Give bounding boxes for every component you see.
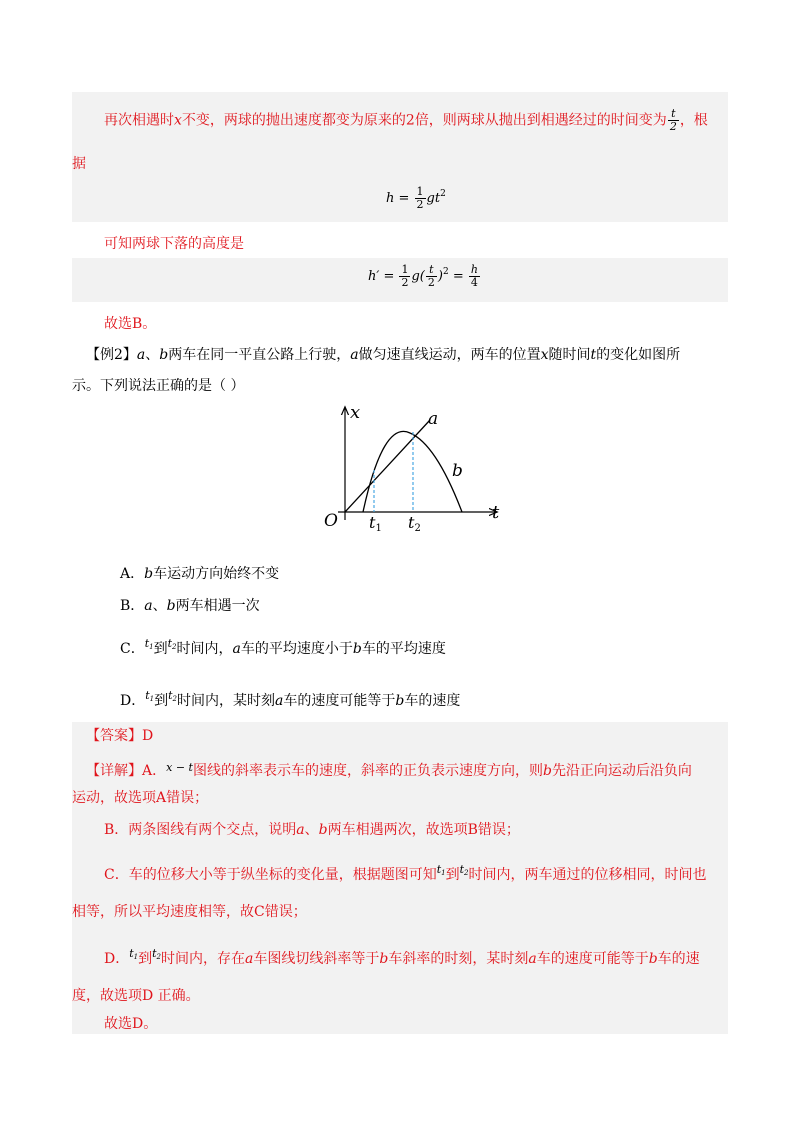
detail-line-d1: D．t1到t2时间内，存在a车图线切线斜率等于b车斜率的时刻，某时刻a车的速度可能等于b车的速 bbox=[104, 947, 700, 967]
y-axis-label: x bbox=[350, 402, 361, 423]
origin-label: O bbox=[324, 511, 338, 531]
t2-label: t2 bbox=[408, 513, 421, 534]
xt-graph bbox=[318, 400, 518, 540]
b-label: b bbox=[452, 461, 463, 481]
detail-line-a2: 运动，故选项A错误； bbox=[72, 790, 209, 806]
answer-label: 【答案】D bbox=[86, 728, 154, 744]
solution-line-1: 再次相遇时x不变，两球的抛出速度都变为原来的2倍，则两球从抛出到相遇经过的时间变为 $\frac{t}{2}$ ，根 bbox=[104, 107, 708, 133]
detail-line-c2: 相等，所以平均速度相等，故C错误； bbox=[72, 904, 307, 920]
t1-label: t1 bbox=[369, 513, 382, 534]
option-b[interactable]: B．a、b两车相遇一次 bbox=[120, 598, 260, 614]
detail-line-d2: 度，故选项D 正确。 bbox=[72, 988, 200, 1004]
detail-line-b: B．两条图线有两个交点，说明a、b两车相遇两次，故选项B错误； bbox=[104, 822, 520, 838]
choose-b-text: 故选B。 bbox=[104, 316, 157, 332]
x-axis-label: t bbox=[492, 502, 500, 523]
option-a[interactable]: A．b车运动方向始终不变 bbox=[120, 566, 280, 582]
fraction-t-over-2: $\frac{t}{2}$ bbox=[669, 107, 677, 133]
option-d[interactable]: D．t1到t2时间内，某时刻a车的速度可能等于b车的速度 bbox=[120, 689, 461, 709]
example-line-1: 【例2】a、b两车在同一平直公路上行驶，a做匀速直线运动，两车的位置x随时间t的变化如图所 bbox=[86, 347, 681, 363]
height-text: 可知两球下落的高度是 bbox=[104, 236, 244, 252]
option-c[interactable]: C．t1到t2时间内，a车的平均速度小于b车的平均速度 bbox=[120, 637, 446, 657]
formula-h: h = $\frac{1}{2}$ $gt^2$ bbox=[386, 185, 446, 211]
final-answer: 故选D。 bbox=[104, 1016, 158, 1032]
a-label: a bbox=[428, 409, 439, 429]
line-a bbox=[345, 420, 430, 512]
formula-h-prime: h′ = $\frac{1}{2}$ g( $\frac{t}{2}$ )$^2$ = $\frac{h}{4}$ bbox=[368, 263, 478, 289]
solution-line-2: 据 bbox=[72, 156, 86, 172]
example-line-2: 示。下列说法正确的是（ ） bbox=[72, 378, 245, 394]
detail-line-a1: 【详解】A．x − t图线的斜率表示车的速度，斜率的正负表示速度方向，则b先沿正向运动后沿负向 bbox=[86, 761, 692, 779]
detail-line-c1: C．车的位移大小等于纵坐标的变化量，根据题图可知t1到t2时间内，两车通过的位移相同，时间也 bbox=[104, 863, 707, 883]
